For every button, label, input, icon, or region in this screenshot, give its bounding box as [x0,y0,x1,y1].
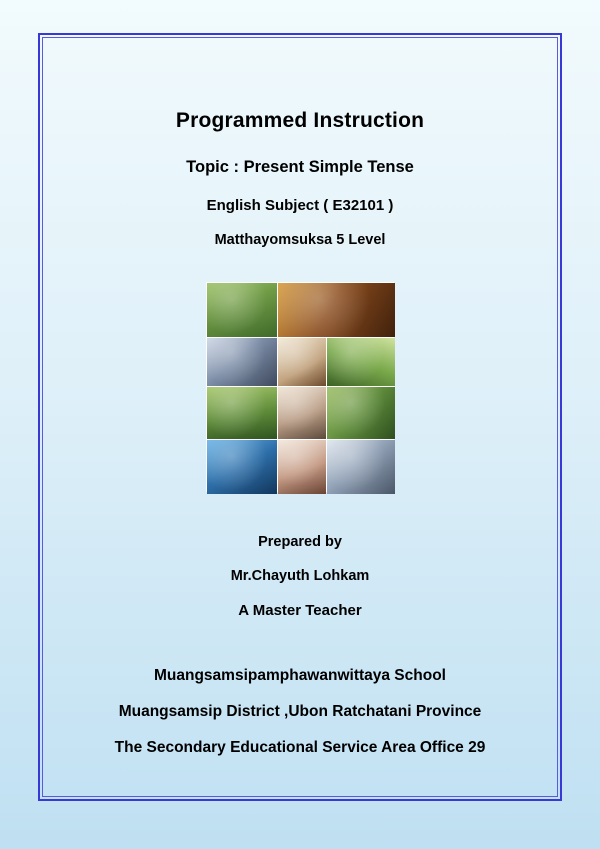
collage-tile-blue-stage [207,440,277,494]
collage-tile-girls-group [278,387,326,439]
author-role: A Master Teacher [238,602,362,619]
photo-collage-wrapper [52,282,548,492]
author-name: Mr.Chayuth Lohkam [230,568,370,584]
collage-tile-football-kick [207,387,277,439]
collage-tile-group-students [207,338,277,386]
collage-tile-portrait [278,440,326,494]
collage-tile-indoor-ceremony [278,338,326,386]
service-area-office: The Secondary Educational Service Area Office 29 [114,739,486,756]
collage-tile-classroom-students [327,440,395,494]
subject-line: English Subject ( E32101 ) [206,197,394,214]
prepared-by-label: Prepared by [258,534,342,550]
cover-content [52,47,548,787]
page-title: Programmed Instruction [175,109,425,132]
school-name: Muangsamsipamphawanwittaya School [154,667,446,684]
collage-tile-drums-indoor [278,283,395,337]
topic-line: Topic : Present Simple Tense [186,158,414,176]
collage-tile-badminton-player [327,338,395,386]
photo-collage [206,282,394,492]
level-line: Matthayomsuksa 5 Level [214,232,386,248]
district-line: Muangsamsip District ,Ubon Ratchatani Province [118,703,482,720]
collage-tile-running-players [327,387,395,439]
collage-tile-sprinkler-field [207,283,277,337]
